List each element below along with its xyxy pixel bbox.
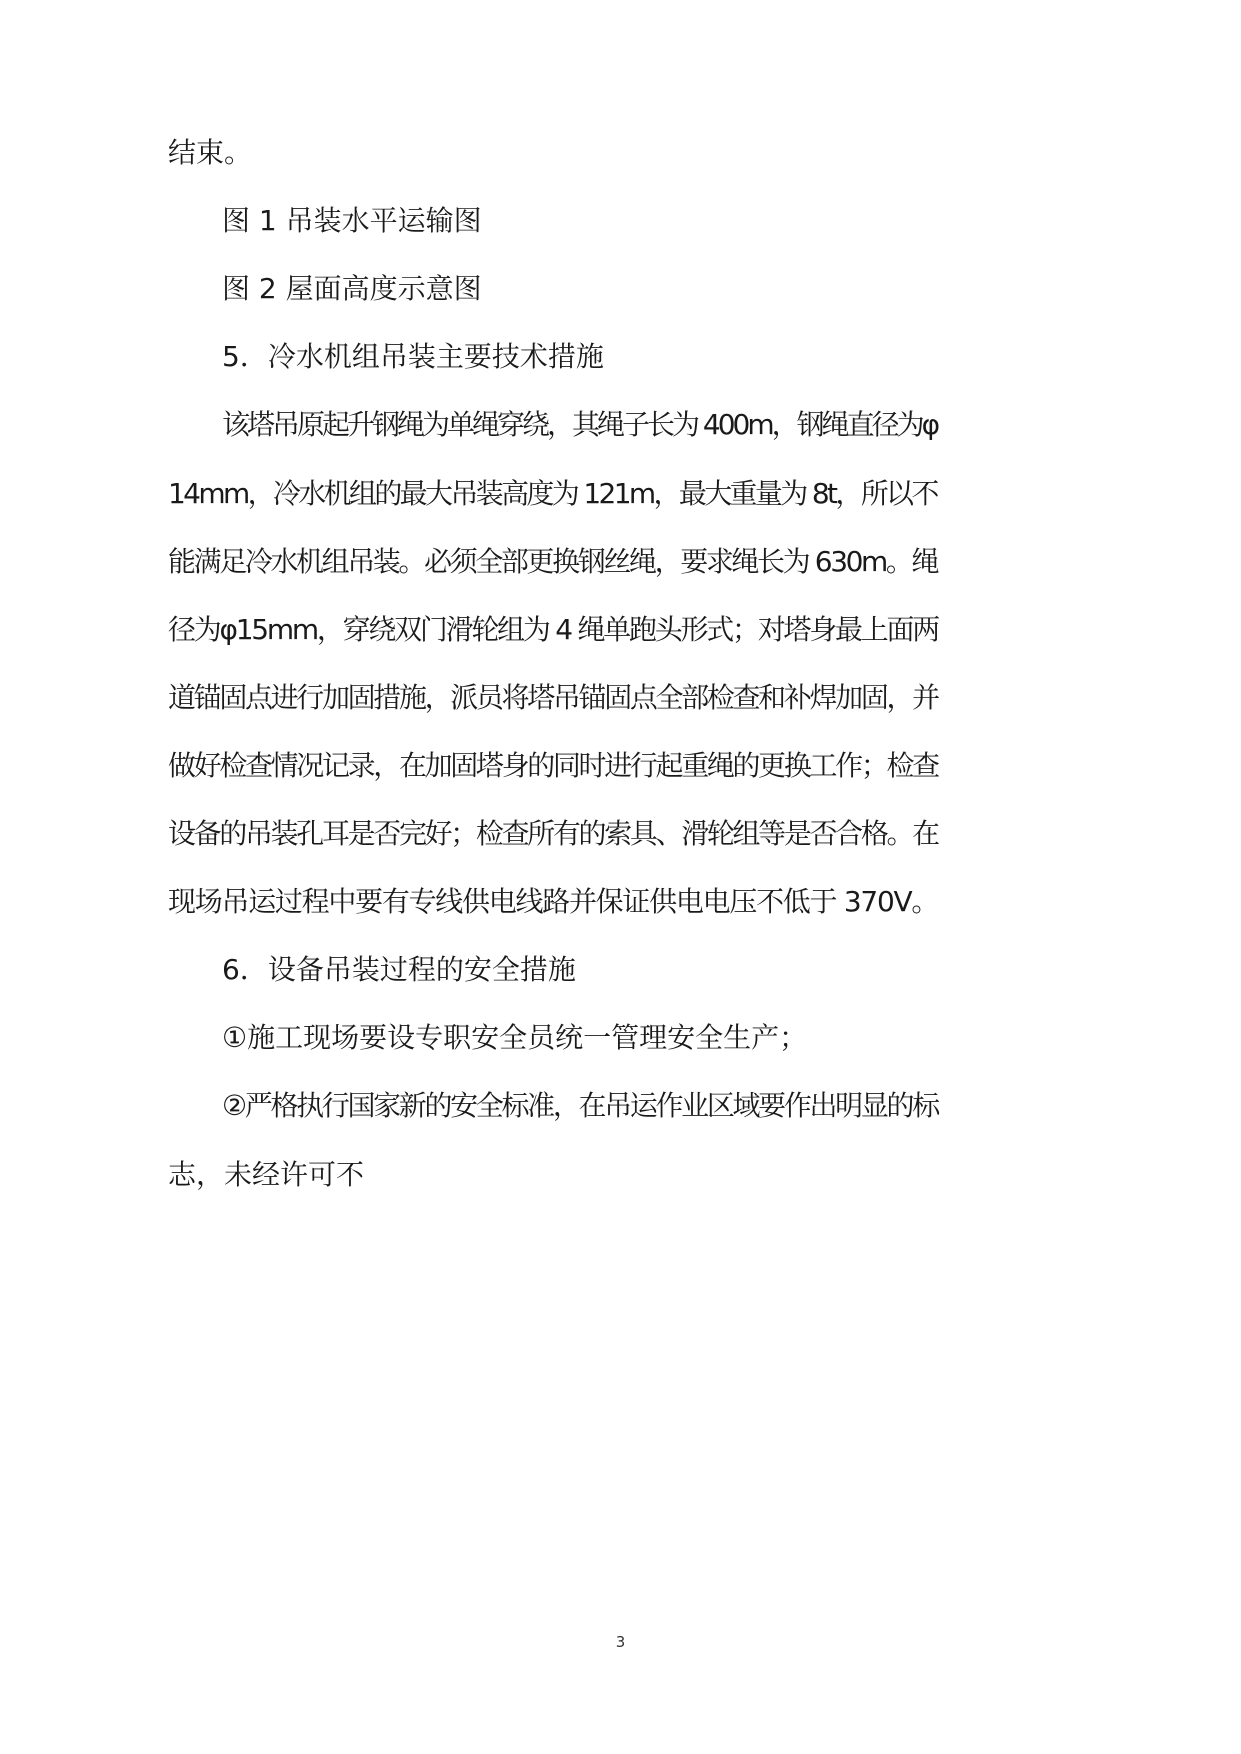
text-line: ①施工现场要设专职安全员统一管理安全生产； <box>222 1021 808 1054</box>
page-number: 3 <box>615 1633 626 1651</box>
text-line: ②严格执行国家新的安全标准，在吊运作业区域要作出明显的标 <box>222 1089 938 1122</box>
text-line: 能满足冷水机组吊装。必须全部更换钢丝绳，要求绳长为 630m。绳 <box>168 545 938 578</box>
text-line: 该塔吊原起升钢绳为单绳穿绕，其绳子长为 400m，钢绳直径为φ <box>222 408 938 441</box>
text-line: 现场吊运过程中要有专线供电线路并保证供电电压不低于 370V。 <box>168 885 939 918</box>
text-line: 结束。 <box>168 136 253 169</box>
text-line: 做好检查情况记录，在加固塔身的同时进行起重绳的更换工作；检查 <box>168 749 938 782</box>
text-line: 14mm，冷水机组的最大吊装高度为 121m，最大重量为 8t，所以不 <box>168 477 937 510</box>
text-line: 图 1 吊装水平运输图 <box>222 204 482 237</box>
text-line: 径为φ15mm，穿绕双门滑轮组为 4 绳单跑头形式；对塔身最上面两 <box>168 613 939 646</box>
text-line: 志，未经许可不 <box>168 1158 365 1191</box>
text-line: 6．设备吊装过程的安全措施 <box>222 953 576 986</box>
text-line: 设备的吊装孔耳是否完好；检查所有的索具、滑轮组等是否合格。在 <box>168 817 938 850</box>
text-line: 图 2 屋面高度示意图 <box>222 272 482 305</box>
text-line: 道锚固点进行加固措施，派员将塔吊锚固点全部检查和补焊加固，并 <box>168 681 938 714</box>
text-line: 5．冷水机组吊装主要技术措施 <box>222 340 604 373</box>
